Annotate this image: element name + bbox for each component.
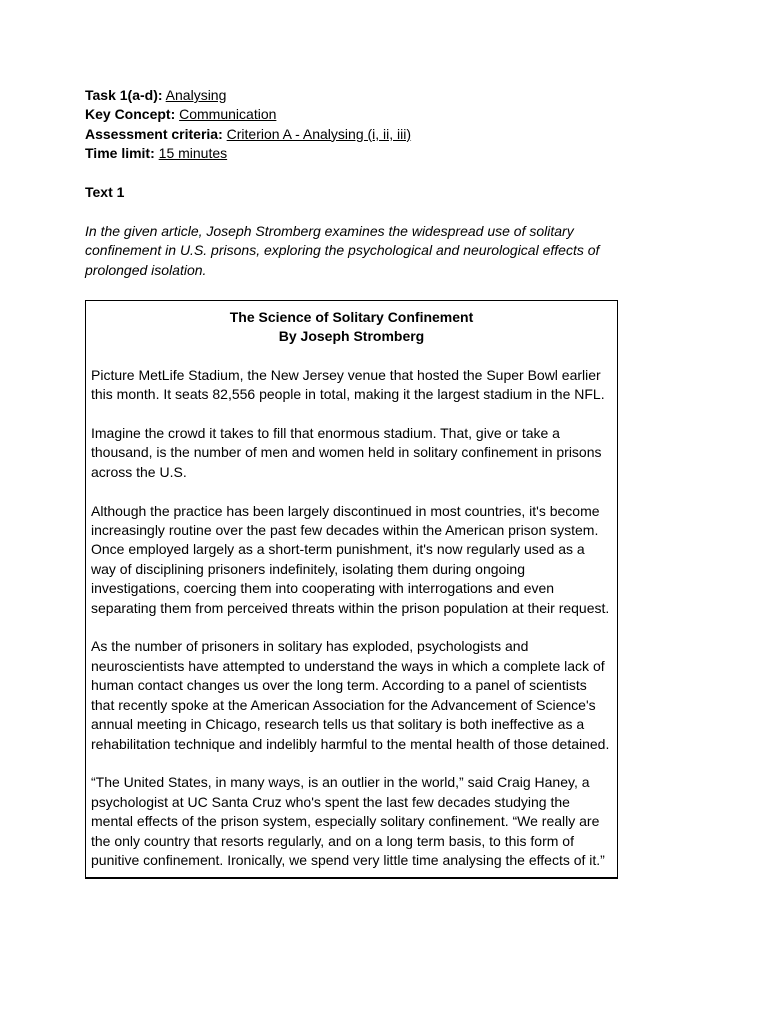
key-concept-line — [85, 105, 618, 124]
article-paragraph: “The United States, in many ways, is an outlier in the world,” said Craig Haney, a psychologist at UC Santa Cruz who's spent the last few decades studying the mental effects of the prison system, especially solitary confinement. “We really are the only country that resorts regularly, and on a long term basis, to this form of punitive confinement. Ironically, we spend very little time analysing the effects of it.” — [91, 774, 605, 868]
task-line — [85, 86, 618, 105]
article-paragraph: Imagine the crowd it takes to fill that enormous stadium. That, give or take a thousand, is the number of men and women held in solitary confinement in prisons across the U.S. — [91, 425, 602, 480]
article-paragraph: As the number of prisoners in solitary has exploded, psychologists and neuroscientists have attempted to understand the ways in which a complete lack of human contact changes us over the long term. According to a panel of scientists that recently spoke at the American Association for the Advancement of Science's annual meeting in Chicago, research tells us that solitary is both ineffective as a rehabilitation technique and indelibly harmful to the mental health of those detained. — [91, 638, 610, 752]
article-box — [85, 300, 618, 880]
task-value: Analysing — [165, 87, 227, 103]
key-concept-value: Communication — [179, 106, 277, 123]
assessment-criteria-value: Criterion A - Analysing (i, ii, iii) — [226, 125, 412, 142]
article-paragraph: Although the practice has been largely discontinued in most countries, it's become increasingly routine over the past few decades within the American prison system. Once employed largely as a short-term punishment, it's now regularly used as a way of disciplining prisoners indefinitely, isolating them during ongoing investigations, coercing them into cooperating with interrogations and even separating them from perceived threats within the prison population at their request. — [91, 502, 610, 616]
assessment-criteria-label: Assessment criteria: — [85, 125, 223, 142]
article-author: By Joseph Stromberg — [278, 328, 425, 345]
assessment-criteria-line — [85, 125, 618, 144]
text-heading: Text 1 — [85, 184, 125, 201]
key-concept-label: Key Concept: — [85, 106, 176, 123]
time-limit-value: 15 minutes — [158, 145, 228, 162]
time-limit-line — [85, 144, 618, 163]
task-label: Task 1(a-d): — [85, 87, 163, 103]
time-limit-label: Time limit: — [85, 145, 155, 162]
article-paragraph: Picture MetLife Stadium, the New Jersey venue that hosted the Super Bowl earlier this month. It seats 82,556 people in total, making it the largest stadium in the NFL. — [91, 366, 605, 403]
task-metadata — [85, 86, 618, 164]
document-page — [85, 86, 618, 879]
article-title: The Science of Solitary Confinement — [229, 308, 474, 325]
intro-paragraph: In the given article, Joseph Stromberg examines the widespread use of solitary confinement in U.S. prisons, exploring the psychological and neurological effects of prolonged isolation. — [85, 222, 600, 278]
